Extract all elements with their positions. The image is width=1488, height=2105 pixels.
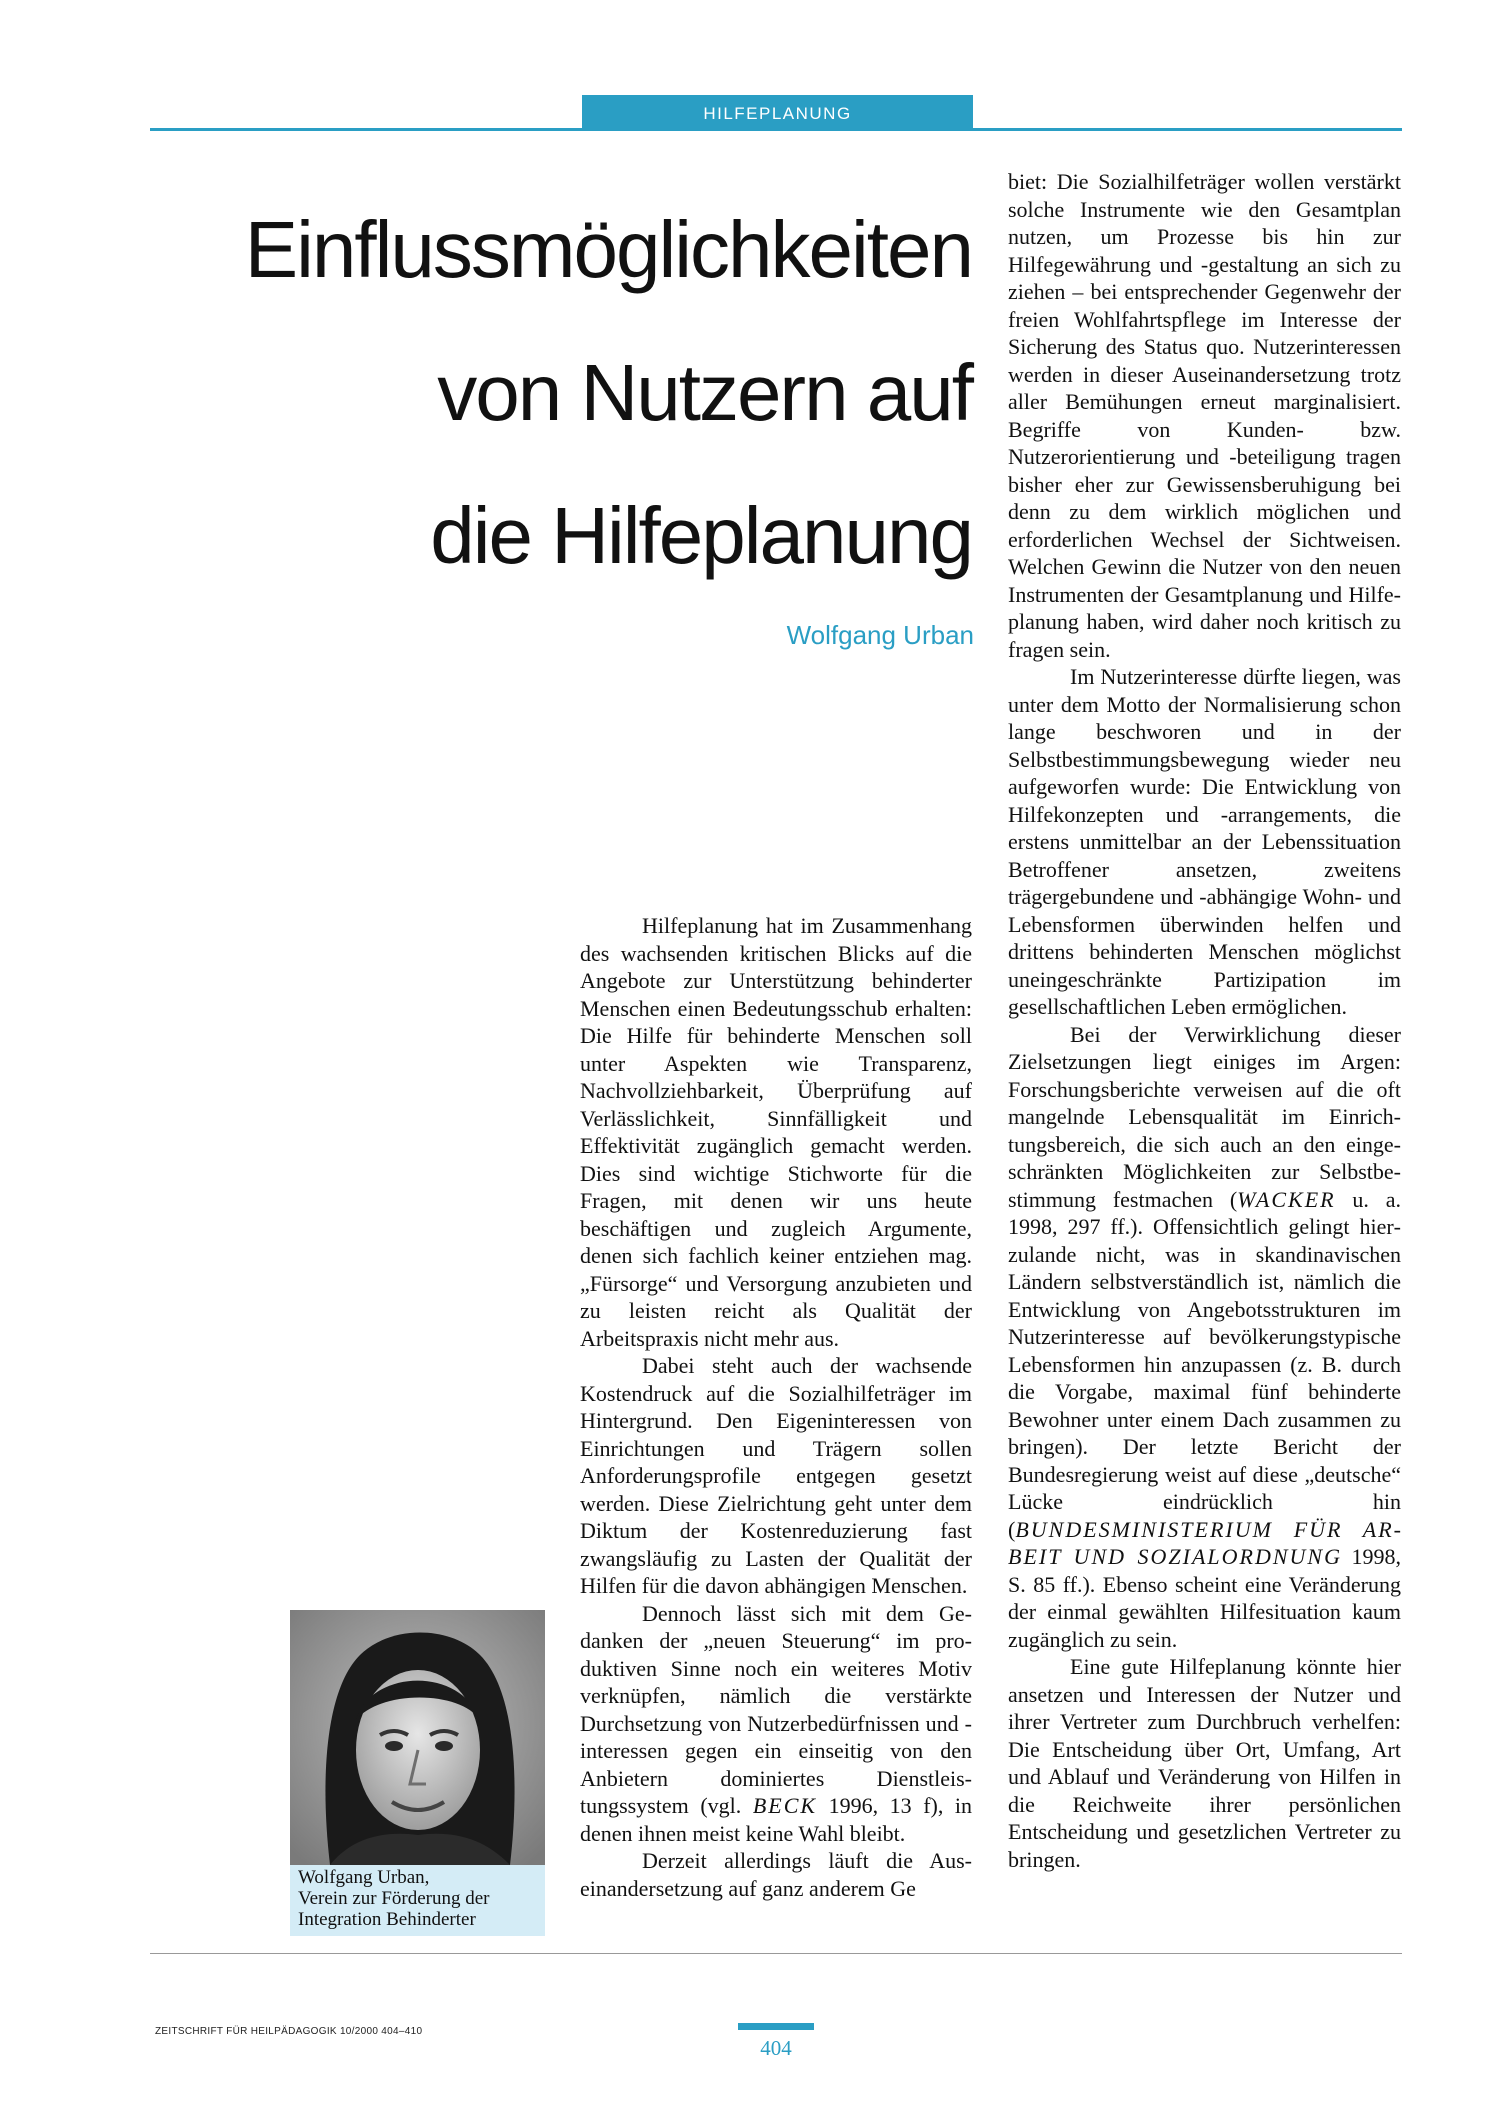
paragraph: Derzeit allerdings läuft die Auseinandersetzung auf ganz anderem Ge <box>580 1848 972 1901</box>
paragraph: Dennoch lässt sich mit dem Gedanken der „neuen Steuerung“ im produktiven Sinne noch ein weiteres Motiv verknüpfen, nämlich die verstärkte Durchsetzung von Nutzerbedürfnissen und -interessen gegen ein einseitig von den Anbietern dominiertes Dienstleistungssystem (vgl. BECK 1996, 13 f), in denen ihnen meist keine Wahl bleibt. <box>580 1600 973 1846</box>
page-number-bar <box>738 2023 814 2030</box>
footer-rule <box>150 1953 1402 1954</box>
citation-author: BECK <box>752 1793 818 1818</box>
title-line-2: von Nutzern auf <box>437 348 972 437</box>
paragraph: biet: Die Sozialhilfeträger wollen verstärkt solche Instrumente wie den Gesamtplan nutzen, um Prozesse bis hin zur Hilfegewährung und -gestaltung an sich zu ziehen – bei entsprechender Gegenwehr der freien Wohlfahrtspflege im Interesse der Sicherung des Status quo. Nutzerinteressen werden in dieser Auseinandersetzung trotz aller Bemühungen erneut marginalisiert. Begriffe von Kunden- bzw. Nutzerorientierung und -beteiligung tragen bisher eher zur Gewissensberuhigung bei denn zu dem wirklich möglichen und erforderlichen Wechsel der Sichtweisen. Welchen Gewinn die Nutzer von den neuen Instrumenten der Gesamtplanung und Hilfeplanung haben, wird daher noch kritisch zu fragen sein. <box>1008 169 1401 662</box>
paragraph: Eine gute Hilfeplanung könnte hier ansetzen und Interessen der Nutzer und ihrer Vertreter zum Durchbruch verhelfen: Die Entscheidung über Ort, Umfang, Art und Ablauf und Veränderung von Hilfen in die Reichweite ihrer persönlichen Entscheidung und gesetzlichen Vertreter zu bringen. <box>1008 1654 1401 1872</box>
page-number: 404 <box>760 2036 792 2060</box>
journal-reference: ZEITSCHRIFT FÜR HEILPÄDAGOGIK 10/2000 404–410 <box>155 2026 423 2037</box>
photo-caption: Wolfgang Urban, Verein zur Förderung der Integration Behinderter <box>290 1865 545 1936</box>
citation-author: BUNDESMINISTERIUM FÜR ARBEIT UND SOZIALORDNUNG <box>1008 1516 1401 1569</box>
title-line-1: Einflussmöglichkeiten <box>244 205 972 294</box>
header-rule <box>150 128 1402 131</box>
article-title <box>190 178 972 607</box>
body-column-middle <box>580 912 972 1902</box>
author-photo <box>290 1610 545 1865</box>
paragraph: Im Nutzerinteresse dürfte liegen, was unter dem Motto der Normalisierung schon lange beschworen und in der Selbstbestimmungsbewegung wieder neu aufgeworfen wurde: Die Entwicklung von Hilfekonzepten und -arrangements, die erstens unmittelbar an der Lebenssituation Betroffener ansetzen, zweitens trägergebundene und -abhängige Wohn- und Lebensformen überwinden helfen und drittens behinderten Menschen möglichst uneingeschränkte Partizipation im gesellschaftlichen Leben ermöglichen. <box>1008 664 1401 1019</box>
article-author: Wolfgang Urban <box>786 620 974 650</box>
title-line-3: die Hilfeplanung <box>430 491 972 580</box>
paragraph: Bei der Verwirklichung dieser Zielsetzungen liegt einiges im Argen: Forschungsberichte verweisen auf die oft mangelnde Lebensqualität im Einrichtungsbereich, die sich auch an den eingeschränkten Möglichkeiten zur Selbstbestimmung festmachen (WACKER u. a. 1998, 297 ff.). Offensichtlich gelingt hierzulande nicht, was in skandinavischen Ländern selbstverständlich ist, nämlich die Entwicklung von Angebotsstrukturen im Nutzerinteresse auf bevölkerungstypische Lebensformen hin anzupassen (z. B. durch die Vorgabe, maximal fünf behinderte Bewohner unter einem Dach zusammen zu bringen). Der letzte Bericht der Bundesregierung weist auf diese „deutsche“ Lücke eindrücklich hin (BUNDESMINISTERIUM FÜR ARBEIT UND SOZIALORDNUNG 1998, S. 85 ff.). Ebenso scheint eine Veränderung der einmal gewählten Hilfesituation kaum zugänglich zu sein. <box>1008 1021 1401 1652</box>
paragraph: Hilfeplanung hat im Zusammenhang des wachsenden kritischen Blicks auf die Angebote zur Unterstützung behinderter Menschen einen Bedeutungsschub erhalten: Die Hilfe für behinderte Menschen soll unter Aspekten wie Transparenz, Nachvollziehbarkeit, Überprüfung auf Verlässlichkeit, Sinnfälligkeit und Effektivität zugänglich gemacht werden. Dies sind wichtige Stichworte für die Fragen, mit denen wir uns heute beschäftigen und zugleich Argumente, denen sich fachlich keiner entziehen mag. „Fürsorge“ und Versorgung anzubieten und zu leisten reicht als Qualität der Arbeitspraxis nicht mehr aus. <box>580 913 972 1351</box>
citation-author: WACKER <box>1237 1186 1336 1212</box>
paragraph: Dabei steht auch der wachsende Kostendruck auf die Sozialhilfeträger im Hintergrund. Den Eigeninteressen von Einrichtungen und Trägern sollen Anforderungsprofile entgegen gesetzt werden. Diese Zielrichtung geht unter dem Diktum der Kostenreduzierung fast zwangsläufig zu Lasten der Qualität der Hilfen für die davon abhängigen Menschen. <box>580 1353 972 1598</box>
body-column-right <box>1008 168 1401 1873</box>
section-header-tab: HILFEPLANUNG <box>582 95 973 130</box>
